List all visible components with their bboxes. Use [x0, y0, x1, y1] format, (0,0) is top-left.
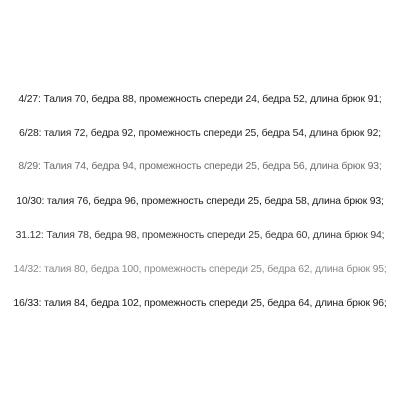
- size-line-32: 14/32: талия 80, бедра 100, промежность спереди 25, бедра 62, длина брюк 95;: [13, 264, 387, 275]
- size-line-29: 8/29: Талия 74, бедра 94, промежность спереди 25, бедра 56, длина брюк 93;: [18, 161, 382, 172]
- size-line-30: 10/30: талия 76, бедра 96, промежность спереди 25, бедра 58, длина брюк 93;: [16, 196, 384, 207]
- size-line-33: 16/33: талия 84, бедра 102, промежность спереди 25, бедра 64, длина брюк 96;: [13, 298, 387, 309]
- size-line-28: 6/28: талия 72, бедра 92, промежность спереди 25, бедра 54, длина брюк 92;: [19, 128, 381, 139]
- size-line-31: 31.12: Талия 78, бедра 98, промежность спереди 25, бедра 60, длина брюк 94;: [15, 230, 385, 241]
- size-line-27: 4/27: Талия 70, бедра 88, промежность спереди 24, бедра 52, длина брюк 91;: [18, 94, 382, 105]
